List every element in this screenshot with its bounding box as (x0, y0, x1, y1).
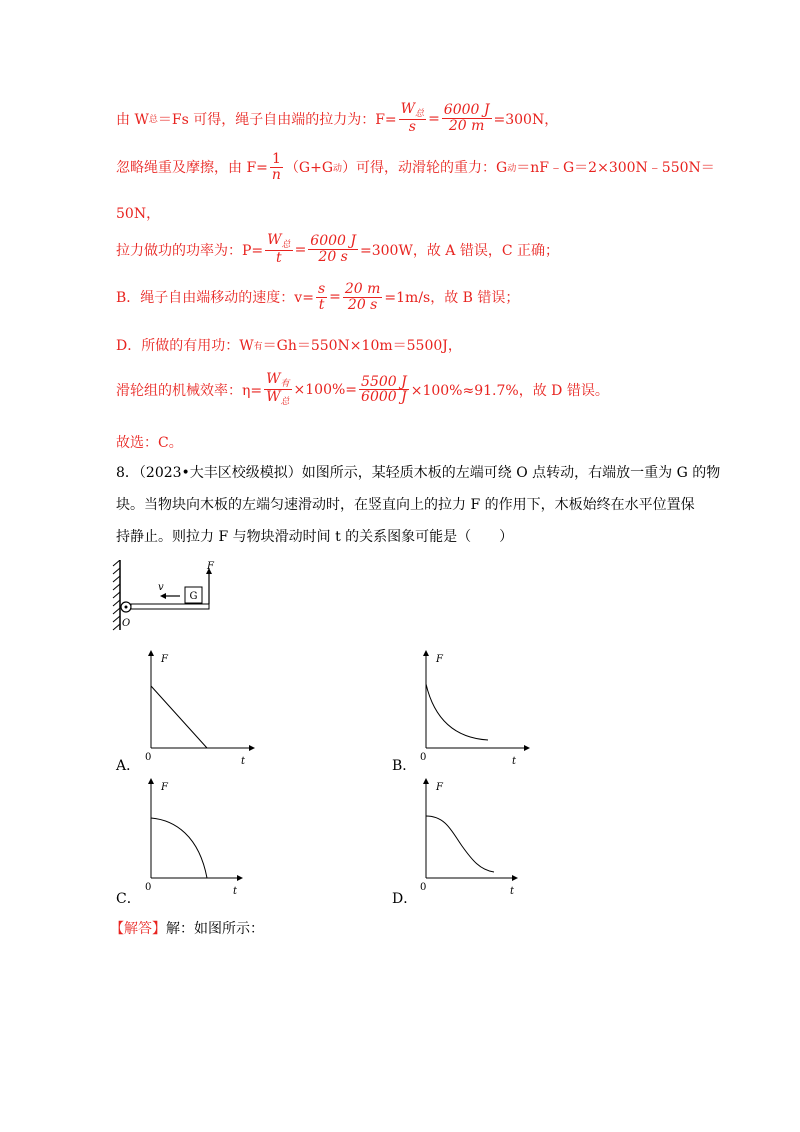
fraction-20m-over-20s: $\frac{20 m}{20 s}$ (344, 281, 381, 313)
solution-line-1: 由 W 总 ＝Fs 可得，绳子自由端的拉力为：F= $\frac{W_总}{s}$ = $\frac{6000 J}{20 m}$ =300N， (116, 101, 559, 136)
question-line-1: 8．（2023•大丰区校级模拟）如图所示，某轻质木板的左端可绕 O 点转动，右端放一重为 G 的物 (116, 465, 721, 481)
option-b-graph (410, 648, 535, 773)
pivot-label: O (122, 618, 131, 629)
svg-text:F: F (161, 654, 168, 665)
board (131, 604, 209, 609)
fraction-w-useful-over-w-total: $\frac{W_有}{W_总}$ (266, 371, 290, 408)
solution-line-7: 滑轮组的机械效率：η= $\frac{W_有}{W_总}$ ×100%= $\frac{5500 J}{6000 J}$ ×100%≈91.7%，故 D 错误。 (116, 371, 609, 408)
block-g-label: G (189, 591, 198, 602)
solution-line-8: 故选：C。 (116, 435, 183, 451)
option-b-curve (426, 684, 488, 740)
option-a-label: A． (116, 758, 141, 774)
option-c-curve (151, 818, 207, 878)
svg-text:0: 0 (420, 882, 427, 893)
fraction-1-over-n: $\frac{1}{n}$ (271, 151, 281, 183)
fraction-w-over-s: $\frac{W_总}{s}$ (400, 101, 425, 136)
answer-line (110, 918, 264, 938)
svg-text:F: F (161, 782, 168, 793)
fraction-5500j-over-6000j: $\frac{5500 J}{6000 J}$ (361, 373, 407, 406)
svg-text:F: F (436, 654, 443, 665)
svg-text:t: t (233, 886, 238, 897)
option-d-label: D． (392, 891, 418, 907)
lever-figure (110, 560, 220, 632)
fraction-6000j-over-20m: $\frac{6000 J}{20 m}$ (443, 102, 490, 135)
question-line-3: 持静止。则拉力 F 与物块滑动时间 t 的关系图象可能是（ ） (116, 529, 514, 545)
svg-text:t: t (241, 756, 246, 767)
solution-line-6: D．所做的有用功：W 有 ＝Gh＝550N×10m＝5500J， (116, 338, 462, 354)
fraction-6000j-over-20s: $\frac{6000 J}{20 s}$ (310, 233, 356, 266)
solution-line-4: 拉力做功的功率为：P= $\frac{W_总}{t}$ = $\frac{6000 J}{20 s}$ =300W，故 A 错误，C 正确； (116, 232, 560, 267)
fraction-s-over-t: $\frac{s}{t}$ (317, 281, 326, 313)
option-c-graph (135, 776, 260, 901)
option-d-graph (410, 776, 535, 901)
option-a-curve (151, 686, 207, 748)
answer-text: 解：如图所示： (166, 921, 264, 937)
fraction-w-over-t: $\frac{W_总}{t}$ (267, 232, 291, 267)
solution-line-2: 忽略绳重及摩擦，由 F= $\frac{1}{n}$ （G+G 动 ）可得，动滑轮的重力：G 动 ＝nF﹣G＝2×300N﹣550N＝ (116, 151, 715, 183)
option-d-curve (426, 816, 494, 872)
svg-text:t: t (510, 886, 515, 897)
answer-bracket: 【解答】 (110, 921, 166, 937)
velocity-label: v (158, 582, 164, 593)
svg-text:t: t (512, 756, 517, 767)
solution-line-5: B．绳子自由端移动的速度：v= $\frac{s}{t}$ = $\frac{20 m}{20 s}$ =1m/s，故 B 错误； (116, 281, 520, 313)
option-a-graph (135, 648, 260, 773)
svg-text:0: 0 (145, 882, 152, 893)
option-c-label: C． (116, 891, 141, 907)
svg-text:0: 0 (145, 752, 152, 763)
svg-text:F: F (436, 782, 443, 793)
svg-text:0: 0 (420, 752, 427, 763)
solution-line-3: 50N， (116, 206, 161, 222)
option-b-label: B． (392, 758, 417, 774)
question-line-2: 块。当物块向木板的左端匀速滑动时，在竖直向上的拉力 F 的作用下，木板始终在水平位置保 (116, 497, 695, 513)
force-label: F (207, 561, 214, 572)
